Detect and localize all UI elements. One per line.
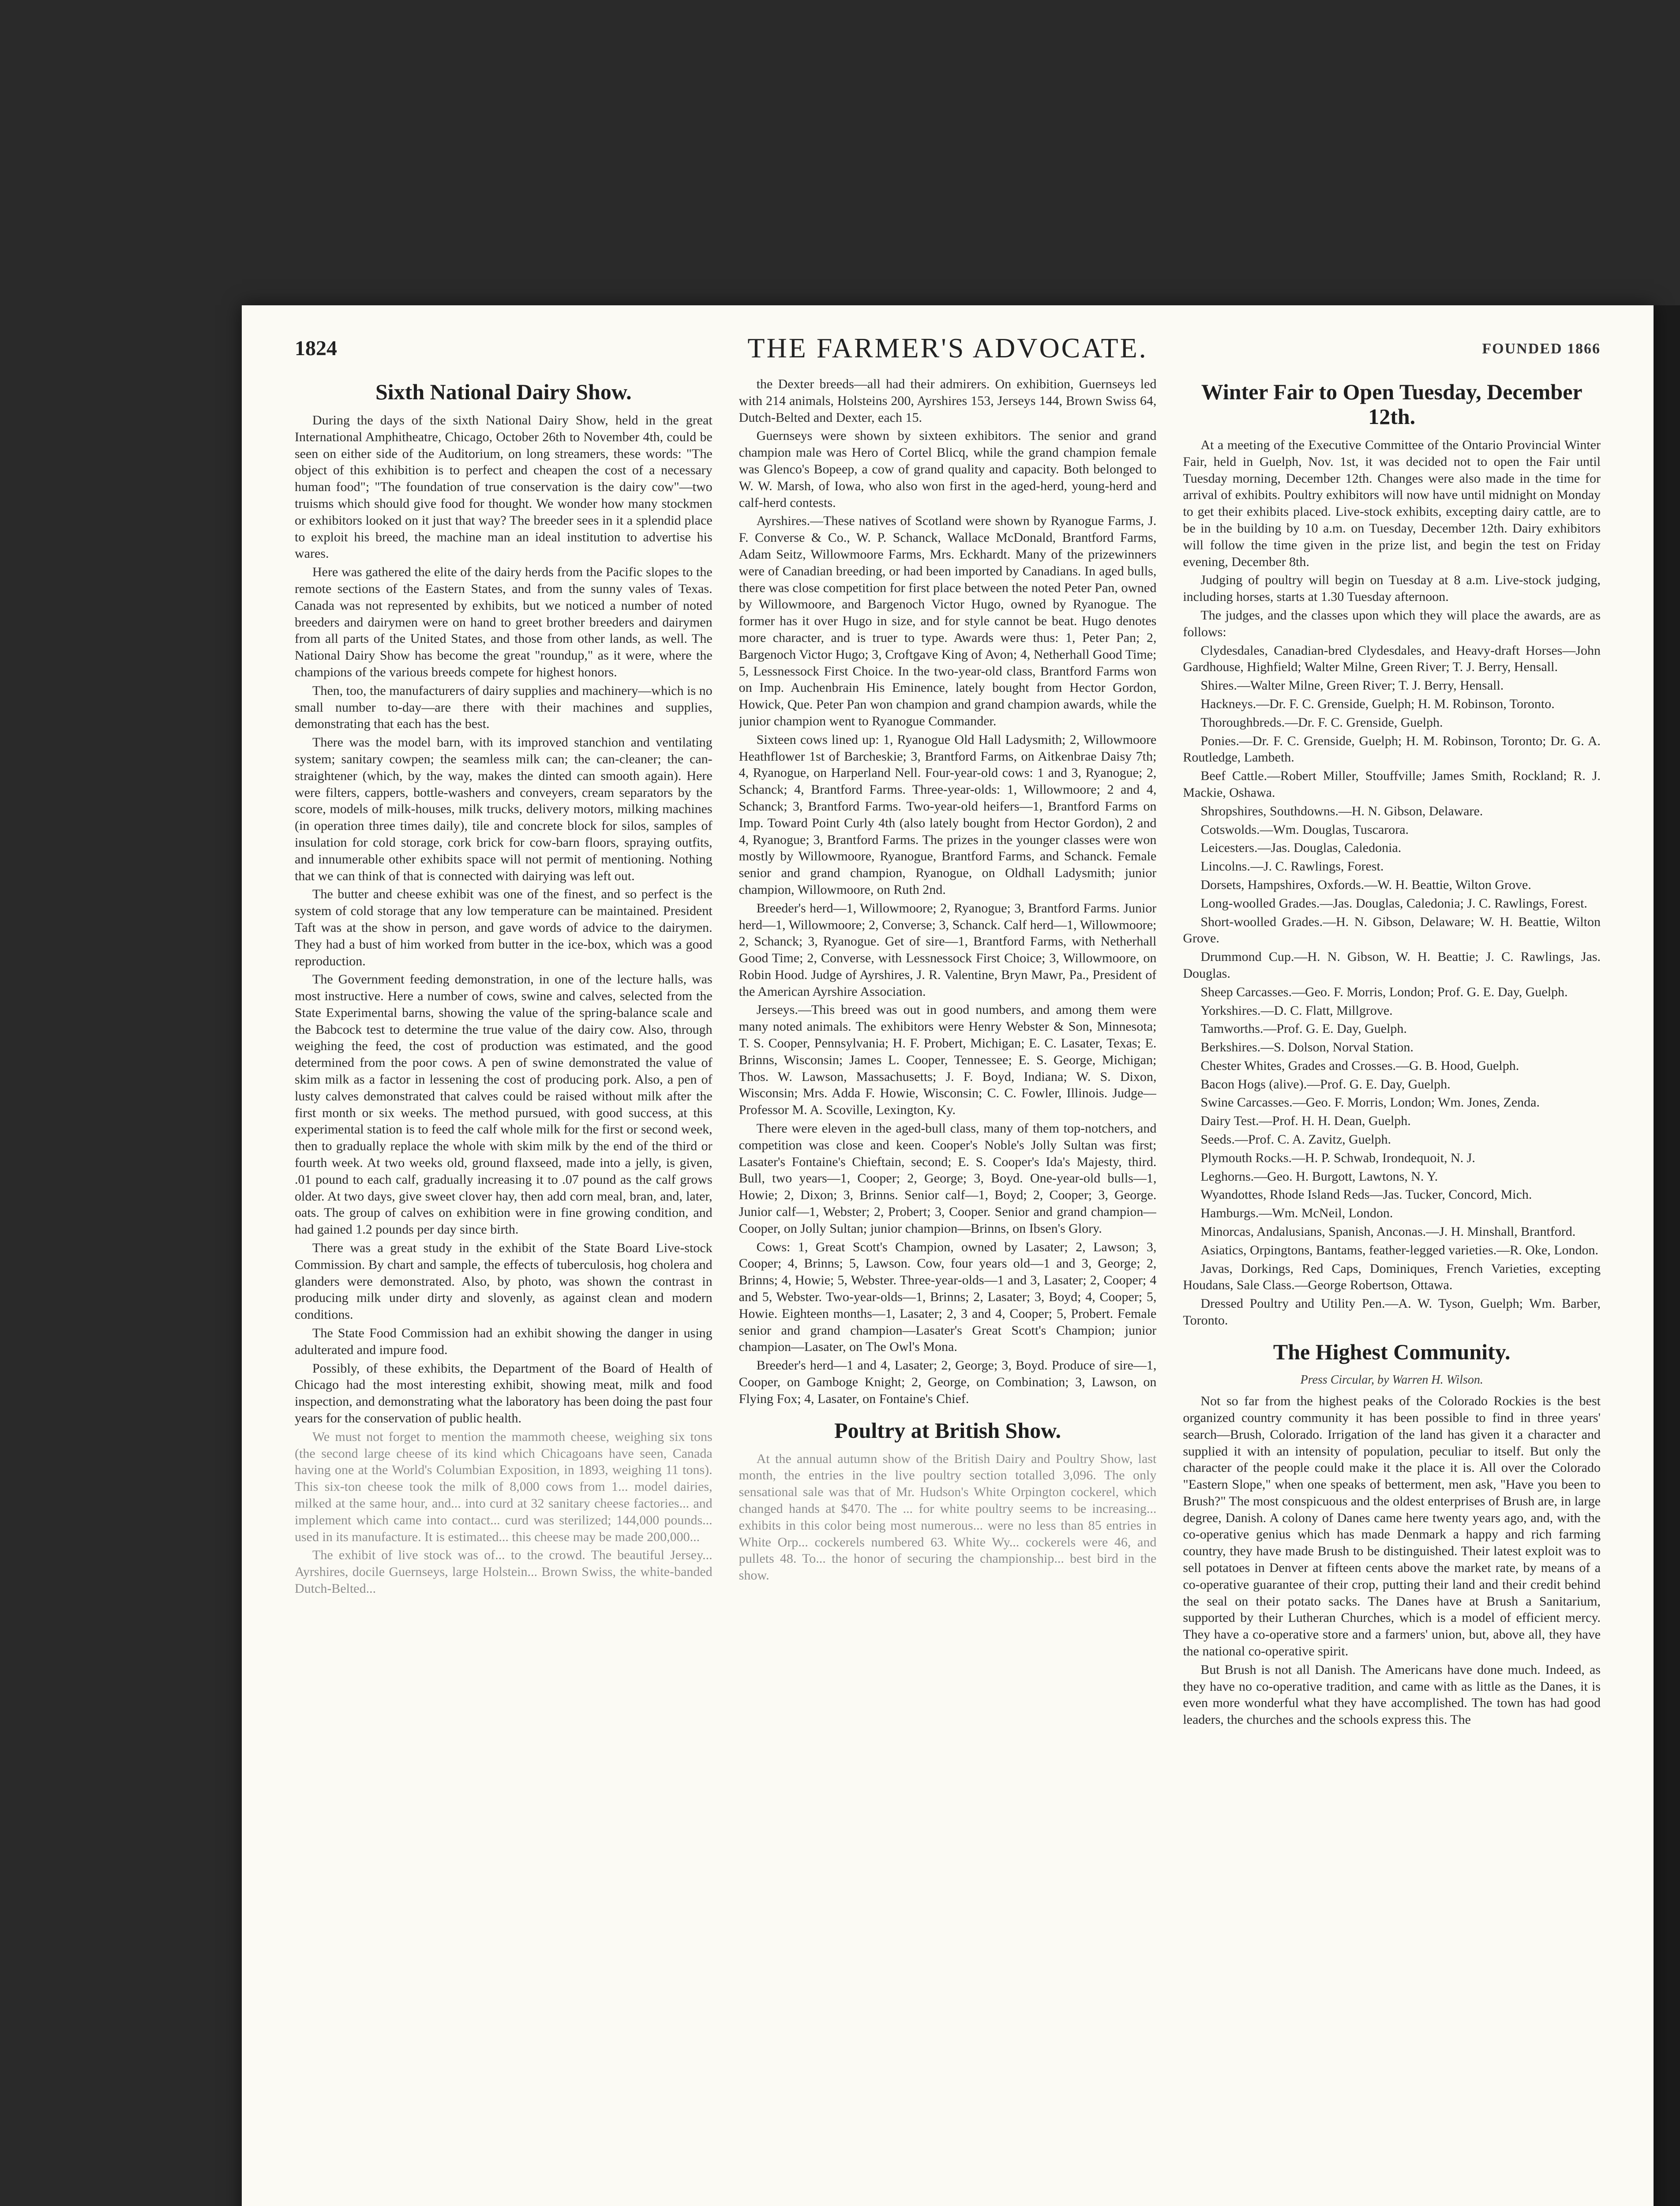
page-number: 1824 xyxy=(295,337,337,360)
article-paragraph: The Government feeding demonstration, in one of the lecture halls, was most instructive. Here a number of cows, swine and calves, selected from the State Experimental barns, showing the value of the spring-balance scale and the Babcock test to determine the true value of the dairy cow. Also, through weighing the feed, the cost of production was estimated, and the good determined from the poor cows. A pen of swine demonstrated the value of skim milk as a factor in lessening the cost of producing pork. Also, a pen of lusty calves demonstrated that calves could be raised without milk after the first month or six weeks. The method pursued, with good success, at this experimental station is to feed the calf whole milk for the first or second week, then to gradually replace the whole with skim milk by the end of the third or fourth week. At two weeks old, ground flaxseed, made into a jelly, is given, .01 pound to each calf, gradually increasing it to .07 pound as the calf grows older. At two days, give sweet clover hay, then add corn meal, bran, and, later, oats. The group of calves on exhibition were in fine growing condition, and had gained 1.2 pounds per day since birth. xyxy=(295,972,712,1237)
press-byline: Press Circular, by Warren H. Wilson. xyxy=(1300,1373,1483,1387)
article-paragraph: Ayrshires.—These natives of Scotland were shown by Ryanogue Farms, J. F. Converse & Co., W. P. Schanck, Wallace McDonald, Brantford Farms, Adam Seitz, Willowmoore Farms, Mrs. Eckhardt. Many of the prizewinners were of Canadian breeding, or had been imported by Canadians. In aged bulls, there was close competition for first place between the noted Peter Pan, owned by Willowmoore, and Bargenoch Victor Hugo, owned by Ryanogue. The former has it over Hugo in size, and for style cannot be beat. Hugo denotes more character, and is truer to type. Awards were thus: 1, Peter Pan; 2, Bargenoch Victor Hugo; 3, Croftgave King of Avon; 4, Netherhall Good Time; 5, Lessnessock First Choice. In the two-year-old class, Brantford Farms won on Imp. Auchenbrain His Eminence, lately bought from Hector Gordon, Howick, Que. Peter Pan won champion and grand champion awards, while the junior champion went to Ryanogue Commander. xyxy=(739,514,1157,728)
article-paragraph: Hamburgs.—Wm. McNeil, London. xyxy=(1200,1206,1393,1221)
article-paragraph: Then, too, the manufacturers of dairy supplies and machinery—which is no small number to-day—are there with their machines and supplies, demonstrating that each has the best. xyxy=(295,683,712,732)
article-paragraph: Shropshires, Southdowns.—H. N. Gibson, Delaware. xyxy=(1200,803,1483,818)
article-paragraph: Berkshires.—S. Dolson, Norval Station. xyxy=(1200,1040,1414,1055)
article-paragraph: Yorkshires.—D. C. Flatt, Millgrove. xyxy=(1200,1003,1393,1018)
article-paragraph: Swine Carcasses.—Geo. F. Morris, London; Wm. Jones, Zenda. xyxy=(1200,1095,1540,1110)
article-paragraph: Lincolns.—J. C. Rawlings, Forest. xyxy=(1200,859,1384,874)
article-columns xyxy=(295,376,1601,2206)
article-paragraph: Asiatics, Orpingtons, Bantams, feather-legged varieties.—R. Oke, London. xyxy=(1200,1242,1599,1257)
article-paragraph: Shires.—Walter Milne, Green River; T. J. Berry, Hensall. xyxy=(1200,678,1504,693)
article-paragraph: Judging of poultry will begin on Tuesday at 8 a.m. Live-stock judging, including horses, starts at 1.30 Tuesday afternoon. xyxy=(1183,573,1601,604)
newspaper-page xyxy=(242,305,1654,2206)
column-1 xyxy=(295,376,712,2206)
article-paragraph: Jerseys.—This breed was out in good numbers, and among them were many noted animals. The exhibitors were Henry Webster & Son, Minnesota; T. S. Cooper, Pennsylvania; H. F. Probert, Michigan; E. C. Lasater, Texas; E. Brinns, Wisconsin; James L. Cooper, Tennessee; E. S. George, Michigan; Thos. W. Lawson, Massachusetts; J. F. Boyd, Indiana; W. S. Dixon, Wisconsin; Mrs. Adda F. Howie, Wisconsin; C. C. Fowler, Illinois. Judge—Professor M. A. Scoville, Lexington, Ky. xyxy=(739,1002,1157,1118)
article-paragraph: Drummond Cup.—H. N. Gibson, W. H. Beattie; J. C. Rawlings, Jas. Douglas. xyxy=(1183,949,1601,981)
article-paragraph: At a meeting of the Executive Committee of the Ontario Provincial Winter Fair, held in Guelph, Nov. 1st, it was decided not to open the Fair until Tuesday morning, December 12th. Changes were also made in the time for arrival of exhibits. Poultry exhibitors will now have until midnight on Monday to get their exhibits placed. Live-stock exhibits, excepting dairy cattle, are to be in the building by 10 a.m. on Tuesday, December 12th. Dairy exhibitors will follow the time given in the prize list, and begin the test on Friday evening, December 8th. xyxy=(1183,438,1601,569)
masthead xyxy=(295,323,1601,367)
article-title-dairy-show: Sixth National Dairy Show. xyxy=(375,379,632,404)
article-paragraph: Bacon Hogs (alive).—Prof. G. E. Day, Guelph. xyxy=(1200,1077,1451,1092)
column-3 xyxy=(1183,376,1601,2206)
column-2 xyxy=(739,376,1157,2206)
article-paragraph: Chester Whites, Grades and Crosses.—G. B. Hood, Guelph. xyxy=(1200,1058,1519,1073)
article-paragraph: Thoroughbreds.—Dr. F. C. Grenside, Guelph. xyxy=(1200,715,1443,730)
article-paragraph: The judges, and the classes upon which they will place the awards, are as follows: xyxy=(1183,608,1601,639)
article-paragraph: Minorcas, Andalusians, Spanish, Anconas.—J. H. Minshall, Brantford. xyxy=(1200,1224,1576,1239)
article-paragraph: Breeder's herd—1, Willowmoore; 2, Ryanogue; 3, Brantford Farms. Junior herd—1, Willowmoore; 2, Converse; 3, Schanck. Calf herd—1, Willowmoore; 2, Schanck; 3, Ryanogue. Get of sire—1, Brantford Farms, with Netherhall Good Time; 2, Converse, with Lessnessock First Choice; 3, Willowmoore, on Robin Hood. Judge of Ayrshires, J. R. Valentine, Bryn Mawr, Pa., President of the American Ayrshire Association. xyxy=(739,900,1157,999)
article-paragraph: There was a great study in the exhibit of the State Board Live-stock Commission. By chart and sample, the effects of tuberculosis, hog cholera and glanders were demonstrated. Also, by photo, was shown the contrast in producing milk under dirty and slovenly, as against clean and modern conditions. xyxy=(295,1241,712,1322)
article-paragraph: Plymouth Rocks.—H. P. Schwab, Irondequoit, N. J. xyxy=(1200,1150,1475,1165)
article-paragraph: Short-woolled Grades.—H. N. Gibson, Delaware; W. H. Beattie, Wilton Grove. xyxy=(1183,914,1601,946)
article-paragraph: There was the model barn, with its improved stanchion and ventilating system; sanitary cowpen; the seamless milk can; the can-cleaner; the can-straightener (which, by the way, makes the dinted can smooth again). Here were filters, cappers, bottle-washers and conveyers, cream separators by the score, models of milk-houses, milk trucks, delivery motors, milking machines (in operation three times daily), tile and concrete block for silos, samples of insulation for cold storage, cork brick for cow-barn floors, spraying outfits, and innumerable other exhibits space will not permit of mentioning. Nothing that we can think of that is connected with dairying was left out. xyxy=(295,735,712,883)
article-paragraph: Wyandottes, Rhode Island Reds—Jas. Tucker, Concord, Mich. xyxy=(1200,1187,1532,1202)
article-paragraph: Breeder's herd—1 and 4, Lasater; 2, George; 3, Boyd. Produce of sire—1, Cooper, on Gamboge Knight; 2, George, on Combination; 3, Lawson, on Flying Fox; 4, Lasater, on Fontaine's Chief. xyxy=(739,1358,1157,1406)
article-paragraph: Hackneys.—Dr. F. C. Grenside, Guelph; H. M. Robinson, Toronto. xyxy=(1200,696,1555,711)
founded-year: FOUNDED 1866 xyxy=(1482,341,1601,357)
article-paragraph: Clydesdales, Canadian-bred Clydesdales, and Heavy-draft Horses—John Gardhouse, Highfield; Walter Milne, Green River; T. J. Berry, Hensall. xyxy=(1183,643,1601,675)
article-paragraph: The State Food Commission had an exhibit showing the danger in using adulterated and impure food. xyxy=(295,1326,712,1357)
scan-border-left xyxy=(0,0,242,2206)
article-paragraph: Cotswolds.—Wm. Douglas, Tuscarora. xyxy=(1200,822,1409,837)
article-paragraph: There were eleven in the aged-bull class, many of them top-notchers, and competition was close and keen. Cooper's Noble's Jolly Sultan was first; Lasater's Fontaine's Chieftain, second; E. S. Cooper's Ida's Majesty, third. Bull, two years—1, Cooper; 2, George; 3, Boyd. One-year-old bulls—1, Howie; 2, Dixon; 3, Brinns. Senior calf—1, Boyd; 2, Cooper; 3, George. Junior calf—1, Webster; 2, Probert; 3, Cooper. Senior and grand champion—Cooper, on Jolly Sultan; junior champion—Brinns, on Ibsen's Glory. xyxy=(739,1121,1157,1236)
article-paragraph: Dorsets, Hampshires, Oxfords.—W. H. Beattie, Wilton Grove. xyxy=(1200,877,1531,892)
article-paragraph: Sheep Carcasses.—Geo. F. Morris, London; Prof. G. E. Day, Guelph. xyxy=(1200,984,1568,999)
article-paragraph: Not so far from the highest peaks of the Colorado Rockies is the best organized country community it has been possible to find in three years' search—Brush, Colorado. Irrigation of the land has given it a character and supplied it with an intensity of population, peculiar to itself. But only the character of the people could make it the place it is. All over the Colorado "Eastern Slope," when one speaks of betterment, men ask, "Have you been to Brush?" The most conspicuous and the oldest enterprises of Brush are, in large degree, Danish. A colony of Danes came here twenty years ago, and, with the co-operative genius which has made Denmark a happy and rich farming country, they have made Brush to be distinguished. Their latest exploit was to sell potatoes in Denver at fifteen cents above the market rate, by means of a co-operative guarantee of their crop, putting their land and their credit behind the seal on their potato sacks. The Danes have at Brush a Sanitarium, supported by their Lutheran Churches, which is a model of efficient mercy. They have a co-operative store and a farmers' union, but, above all, they have the national co-operative spirit. xyxy=(1183,1394,1601,1659)
article-paragraph: Long-woolled Grades.—Jas. Douglas, Caledonia; J. C. Rawlings, Forest. xyxy=(1200,896,1587,911)
article-paragraph: At the annual autumn show of the British Dairy and Poultry Show, last month, the entries in the live poultry section totalled 3,096. The only sensational sale was that of Mr. Hudson's White Orpington cockerel, which changed hands at $470. The ... for white poultry seems to be increasing... exhibits in this color being most numerous... were no less than 85 entries in White Orp... cockerels numbered 63. White Wy... cockerels were 46, and pullets 48. To... the honor of securing the championship... best bird in the show. xyxy=(739,1451,1157,1583)
article-paragraph: Leicesters.—Jas. Douglas, Caledonia. xyxy=(1200,840,1402,855)
article-paragraph: During the days of the sixth National Dairy Show, held in the great International Amphitheatre, Chicago, October 26th to November 4th, could be seen on either side of the Auditorium, on long streamers, these words: "The object of this exhibition is to perfect and cheapen the cost of a necessary human food"; "The foundation of true conservation is the dairy cow"—two truisms which should give food for thought. We wonder how many stockmen or exhibitors looked on it just that way? The breeder sees in it a splendid place to exploit his breed, the machine man an ideal institution to advertise his wares. xyxy=(295,413,712,561)
article-title-winter-fair: Winter Fair to Open Tuesday, December 12th. xyxy=(1201,379,1582,429)
article-paragraph: The butter and cheese exhibit was one of the finest, and so perfect is the system of cold storage that any low temperature can be maintained. President Taft was at the show in person, and gave words of advice to the dairymen. They had a bust of him worked from butter in the ice-box, which was a good reproduction. xyxy=(295,887,712,968)
article-paragraph: Guernseys were shown by sixteen exhibitors. The senior and grand champion male was Hero of Cortel Blicq, while the grand champion female was Glenco's Bopeep, a cow of grand quality and capacity. Both belonged to W. W. Marsh, of Iowa, who also won first in the aged-herd, young-herd and calf-herd contests. xyxy=(739,428,1157,510)
article-paragraph: Ponies.—Dr. F. C. Grenside, Guelph; H. M. Robinson, Toronto; Dr. G. A. Routledge, Lambeth. xyxy=(1183,733,1601,765)
article-paragraph: Dairy Test.—Prof. H. H. Dean, Guelph. xyxy=(1200,1114,1411,1129)
scan-border-top xyxy=(0,0,1680,305)
article-paragraph: Beef Cattle.—Robert Miller, Stouffville; James Smith, Rockland; R. J. Mackie, Oshawa. xyxy=(1183,769,1601,800)
article-paragraph: Sixteen cows lined up: 1, Ryanogue Old Hall Ladysmith; 2, Willowmoore Heathflower 1st of Barcheskie; 3, Brantford Farms, on Aitkenbrae Daisy 7th; 4, Ryanogue, on Harperland Nell. Four-year-old cows: 1 and 3, Ryanogue; 2, Schanck; 4, Brantford Farms. Three-year-olds: 1, Willowmoore; 2 and 4, Schanck; 3, Brantford Farms. Two-year-old heifers—1, Brantford Farms on Imp. Toward Point Curly 4th (also lately bought from Hector Gordon), 2 and 4, Ryanogue; 3, Brantford Farms. The prizes in the younger classes were won mostly by Willowmoore, Ryanogue, Brantford Farms, and Schanck. Female senior and grand champion, Ryanogue, on Oldhall Ladysmith; junior champion, Willowmoore, on Ruth 2nd. xyxy=(739,732,1157,897)
article-paragraph: Seeds.—Prof. C. A. Zavitz, Guelph. xyxy=(1200,1132,1391,1147)
article-paragraph: the Dexter breeds—all had their admirers. On exhibition, Guernseys led with 214 animals, Holsteins 200, Ayrshires 153, Jerseys 144, Brown Swiss 64, Dutch-Belted and Dexter, each 15. xyxy=(739,377,1157,425)
article-paragraph: Javas, Dorkings, Red Caps, Dominiques, French Varieties, excepting Houdans, Sale Class.—George Robertson, Ottawa. xyxy=(1183,1261,1601,1293)
article-paragraph: Tamworths.—Prof. G. E. Day, Guelph. xyxy=(1200,1021,1407,1036)
article-paragraph: Possibly, of these exhibits, the Department of the Board of Health of Chicago had the most interesting exhibit, showing meat, milk and food inspection, and demonstrating what the laboratory has been doing the past four years for the conservation of public health. xyxy=(295,1361,712,1426)
article-paragraph: Dressed Poultry and Utility Pen.—A. W. Tyson, Guelph; Wm. Barber, Toronto. xyxy=(1183,1296,1601,1328)
article-paragraph: We must not forget to mention the mammoth cheese, weighing six tons (the second large cheese of its kind which Chicagoans have seen, Canada having one at the World's Columbian Exposition, in 1893, weighing 11 tons). This six-ton cheese took the milk of 8,000 cows from 1... model dairies, milked at the same hour, and... into curd at 32 sanitary cheese factories... and implement which came into contact... curd was sterilized; 144,000 pounds... used in its manufacture. It is estimated... this cheese may be made 200,000... xyxy=(295,1429,712,1544)
article-paragraph: The exhibit of live stock was of... to the crowd. The beautiful Jersey... Ayrshires, docile Guernseys, large Holstein... Brown Swiss, the white-banded Dutch-Belted... xyxy=(295,1548,712,1596)
journal-title: THE FARMER'S ADVOCATE. xyxy=(747,332,1148,364)
article-paragraph: Here was gathered the elite of the dairy herds from the Pacific slopes to the remote sections of the Eastern States, and from the sunny vales of Texas. Canada was not represented by exhibits, but we noticed a number of noted breeders and dairymen were on hand to greet brother breeders and dairymen from all parts of the United States, and those from other lands, as well. The National Dairy Show has become the great "roundup," as it were, where the champions of the various breeds compete for highest honors. xyxy=(295,565,712,679)
article-title-poultry-show: Poultry at British Show. xyxy=(834,1418,1061,1443)
article-paragraph: Cows: 1, Great Scott's Champion, owned by Lasater; 2, Lawson; 3, Cooper; 4, Brinns; 5, Lawson. Cow, four years old—1 and 3, George; 2, Brinns; 4, Howie; 5, Webster. Three-year-olds—1 and 3, Lasater; 2, Cooper; 4 and 5, Webster. Two-year-olds—1, Brinns; 2, Lasater; 3, Boyd; 4, Cooper; 5, Howie. Eighteen months—1, Lasater; 2, 3 and 4, Cooper; 5, Probert. Female senior and grand champion—Lasater's Great Scott's Champion; junior champion—Lasater, on The Owl's Mona. xyxy=(739,1239,1157,1354)
article-title-highest-community: The Highest Community. xyxy=(1273,1339,1511,1364)
article-paragraph: But Brush is not all Danish. The Americans have done much. Indeed, as they have no co-operative tradition, and came with as little as the Danes, it is even more wonderful what they have accomplished. The town has had good leaders, the churches and the schools express this. The xyxy=(1183,1662,1601,1727)
article-paragraph: Leghorns.—Geo. H. Burgott, Lawtons, N. Y. xyxy=(1200,1169,1438,1184)
